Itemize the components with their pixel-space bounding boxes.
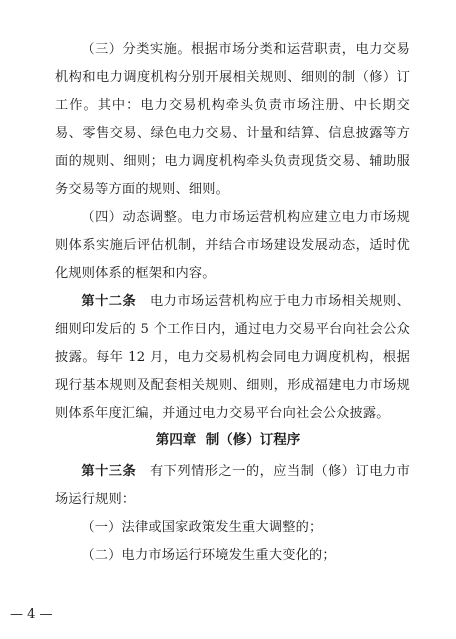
paragraph-article-12 [55, 288, 410, 428]
list-item-law-policy: （一）法律或国家政策发生重大调整的； [81, 520, 323, 535]
paragraph-dynamic-adjustment: （四）动态调整。电力市场运营机构应建立电力市场规则体系实施后评估机制，并结合市场建设发展动态，适时优化规则体系的框架和内容。 [55, 210, 410, 281]
article-12-text: 电力市场运营机构应于电力市场相关规则、细则印发后的 5 个工作日内，通过电力交易平台向社会公众披露。每年 12 月，电力交易机构会同电力调度机构，根据现行基本规则及配套相关规则、细则，形成福建电力市场规则体系年度汇编，并通过电力交易平台向社会公众披露。 [55, 294, 410, 421]
chapter-title: 第四章 制（修）订程序 [155, 432, 301, 448]
list-item-environment-change: （二）电力市场运行环境发生重大变化的； [81, 548, 336, 563]
page-number: — 4 — [10, 607, 53, 622]
article-13-number: 第十三条 [81, 464, 137, 479]
article-12-number: 第十二条 [81, 294, 137, 309]
article-13-text: 有下列情形之一的，应当制（修）订电力市场运行规则： [55, 464, 410, 507]
paragraph-classified-implementation: （三）分类实施。根据市场分类和运营职责，电力交易机构和电力调度机构分别开展相关规则、细则的制（修）订工作。其中：电力交易机构牵头负责市场注册、中长期交易、零售交易、绿色电力交易、计量和结算、信息披露等方面的规则、细则；电力调度机构牵头负责现货交易、辅助服务交易等方面的规则、细则。 [55, 42, 410, 197]
paragraph-article-13 [55, 458, 410, 514]
